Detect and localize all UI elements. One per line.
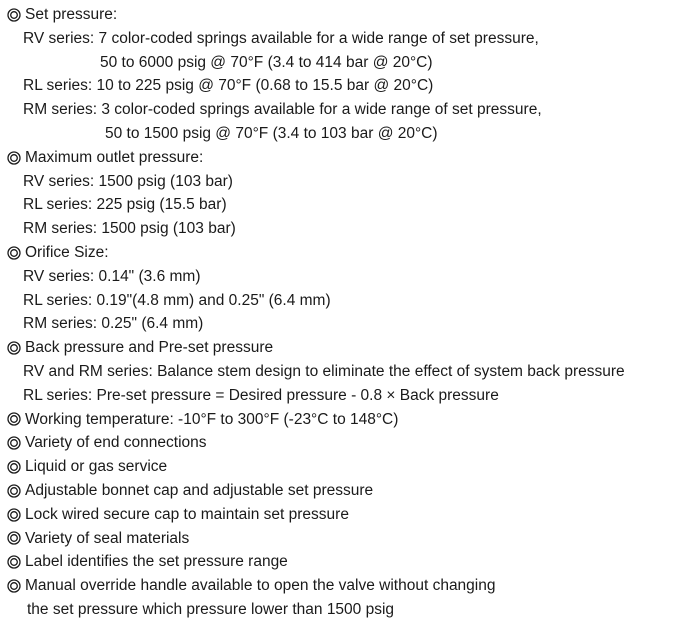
bullet-text: Set pressure:	[25, 6, 118, 23]
bullet-seal-materials	[0, 527, 678, 551]
double-circle-icon	[7, 412, 21, 426]
bullet-adjustable-bonnet	[0, 479, 678, 503]
spec-document	[0, 3, 678, 622]
bullet-max-outlet-pressure	[0, 146, 678, 170]
bullet-text: Working temperature: -10°F to 300°F (-23°C to 148°C)	[25, 410, 399, 428]
bullet-end-connections	[0, 431, 678, 455]
bullet-text: Maximum outlet pressure:	[25, 148, 204, 166]
bullet-text: Label identifies the set pressure range	[25, 553, 288, 571]
double-circle-icon	[7, 151, 21, 165]
double-circle-icon	[7, 460, 21, 474]
bullet-orifice-size	[0, 241, 678, 265]
bullet-text: Orifice Size:	[25, 243, 109, 261]
bullet-text: Liquid or gas service	[25, 458, 168, 476]
detail-line: RM series: 3 color-coded springs available for a wide range of set pressure,	[23, 101, 542, 119]
bullet-lock-wired-cap	[0, 503, 678, 527]
bullet-set-pressure	[0, 3, 678, 27]
bullet-text: Adjustable bonnet cap and adjustable set pressure	[25, 481, 374, 499]
detail-line: RV and RM series: Balance stem design to eliminate the effect of system back pressure	[23, 362, 625, 380]
double-circle-icon	[7, 555, 21, 569]
bullet-text: Variety of end connections	[25, 434, 207, 452]
detail-line: RM series: 1500 psig (103 bar)	[23, 220, 236, 238]
detail-line: RL series: 225 psig (15.5 bar)	[23, 196, 227, 214]
bullet-working-temperature	[0, 408, 678, 432]
detail-line: RM series: 0.25" (6.4 mm)	[23, 315, 204, 333]
detail-line: RV series: 1500 psig (103 bar)	[23, 172, 233, 190]
double-circle-icon	[7, 484, 21, 498]
bullet-text: Variety of seal materials	[25, 529, 190, 547]
detail-line: RV series: 7 color-coded springs available for a wide range of set pressure,	[23, 29, 539, 47]
bullet-text: Lock wired secure cap to maintain set pressure	[25, 505, 349, 523]
double-circle-icon	[7, 508, 21, 522]
detail-line: 50 to 6000 psig @ 70°F (3.4 to 414 bar @ 20°C)	[100, 53, 433, 71]
bullet-text: Manual override handle available to open the valve without changing	[25, 577, 496, 595]
detail-line: the set pressure which pressure lower than 1500 psig	[27, 600, 395, 618]
double-circle-icon	[7, 531, 21, 545]
double-circle-icon	[7, 436, 21, 450]
double-circle-icon	[7, 579, 21, 593]
bullet-liquid-gas	[0, 455, 678, 479]
bullet-back-pressure	[0, 336, 678, 360]
detail-line: RL series: 0.19"(4.8 mm) and 0.25" (6.4 mm)	[23, 291, 331, 309]
detail-line: RL series: Pre-set pressure = Desired pressure - 0.8 × Back pressure	[23, 386, 499, 404]
double-circle-icon	[7, 8, 21, 22]
double-circle-icon	[7, 246, 21, 260]
bullet-label	[0, 550, 678, 574]
double-circle-icon	[7, 341, 21, 355]
bullet-text: Back pressure and Pre-set pressure	[25, 339, 274, 357]
detail-line: RL series: 10 to 225 psig @ 70°F (0.68 to 15.5 bar @ 20°C)	[23, 77, 434, 95]
detail-line: RV series: 0.14" (3.6 mm)	[23, 267, 201, 285]
bullet-manual-override	[0, 574, 678, 598]
detail-line: 50 to 1500 psig @ 70°F (3.4 to 103 bar @ 20°C)	[105, 124, 438, 142]
